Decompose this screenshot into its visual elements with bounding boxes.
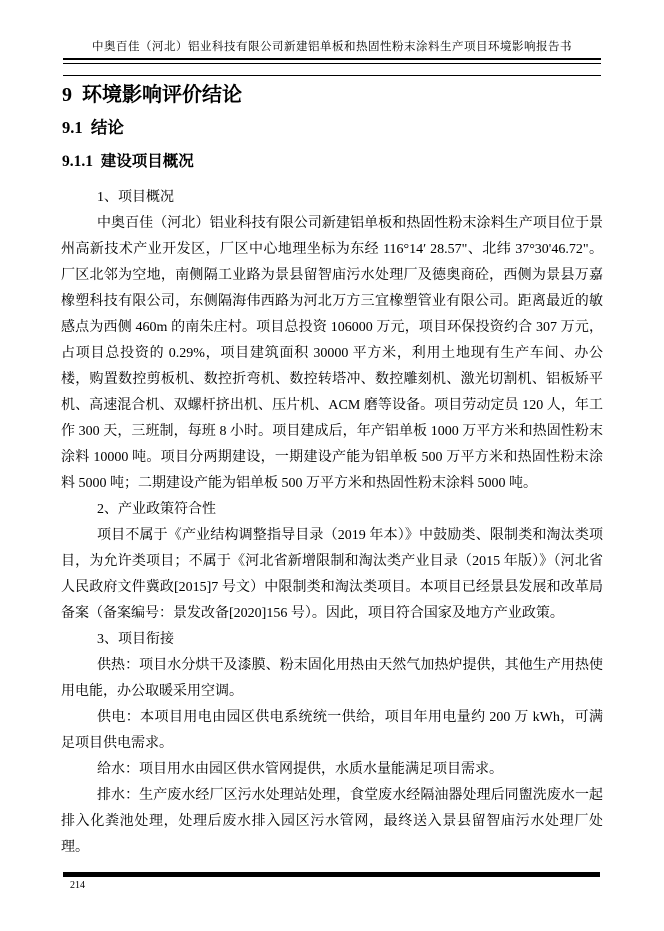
paragraph-industrial-policy-label: 2、产业政策符合性 <box>97 502 216 517</box>
paragraph-power-supply: 供电：本项目用电由园区供电系统统一供给，项目年用电量约 200 万 kWh，可满足项目供电需求。 <box>61 710 603 751</box>
page-header-title: 中奥百佳（河北）铝业科技有限公司新建铝单板和热固性粉末涂料生产项目环境影响报告书 <box>92 41 572 53</box>
chapter-heading: 9 环境影响评价结论 <box>62 84 242 106</box>
header-double-rule <box>63 58 601 64</box>
document-body <box>61 185 603 861</box>
footer-rule <box>63 872 600 877</box>
paragraph-water-supply: 给水：项目用水由园区供水管网提供，水质水量能满足项目需求。 <box>97 762 503 777</box>
paragraph-project-overview-label: 1、项目概况 <box>97 190 174 205</box>
content-top-rule <box>63 75 601 76</box>
paragraph-project-linkage-label: 3、项目衔接 <box>97 632 174 647</box>
paragraph-industrial-policy: 项目不属于《产业结构调整指导目录（2019 年本）》中鼓励类、限制类和淘汰类项目，为允许类项目；不属于《河北省新增限制和淘汰类产业目录（2015 年版）》（河北省人民政府文件冀政[2015]7 号文）中限制类和淘汰类项目。本项目已经景县发展和改革局备案（备案编号：景发改备[2020]156 号）。因此，项目符合国家及地方产业政策。 <box>61 528 603 621</box>
page-number: 214 <box>70 880 85 891</box>
paragraph-drainage: 排水：生产废水经厂区污水处理站处理，食堂废水经隔油器处理后同盥洗废水一起排入化粪池处理，处理后废水排入园区污水管网，最终送入景县留智庙污水处理厂处理。 <box>61 788 603 855</box>
paragraph-heat-supply: 供热：项目水分烘干及漆膜、粉末固化用热由天然气加热炉提供，其他生产用热使用电能，办公取暖采用空调。 <box>61 658 603 699</box>
section-heading: 9.1 结论 <box>62 118 124 137</box>
paragraph-project-overview: 中奥百佳（河北）铝业科技有限公司新建铝单板和热固性粉末涂料生产项目位于景州高新技术产业开发区，厂区中心地理坐标为东经 116°14′ 28.57"、北纬 37°30'46.72"。厂区北邻为空地，南侧隔工业路为景县留智庙污水处理厂及德奥商砼，西侧为景县万嘉橡塑科技有限公司，东侧隔海伟西路为河北万方三宜橡塑管业有限公司。距离最近的敏感点为西侧 460m 的南朱庄村。项目总投资 106000 万元，项目环保投资约合 307 万元，占项目总投资的 0.29%，项目建筑面积 30000 平方米，利用土地现有生产车间、办公楼，购置数控剪板机、数控折弯机、数控转塔冲、数控雕刻机、激光切割机、铝板矫平机、高速混合机、双螺杆挤出机、压片机、ACM 磨等设备。项目劳动定员 120 人，年工作 300 天，三班制，每班 8 小时。项目建成后，年产铝单板 1000 万平方米和热固性粉末涂料 10000 吨。项目分两期建设，一期建设产能为铝单板 500 万平方米和热固性粉末涂料 5000 吨；二期建设产能为铝单板 500 万平方米和热固性粉末涂料 5000 吨。 <box>61 216 603 491</box>
subsection-heading: 9.1.1 建设项目概况 <box>62 153 194 170</box>
